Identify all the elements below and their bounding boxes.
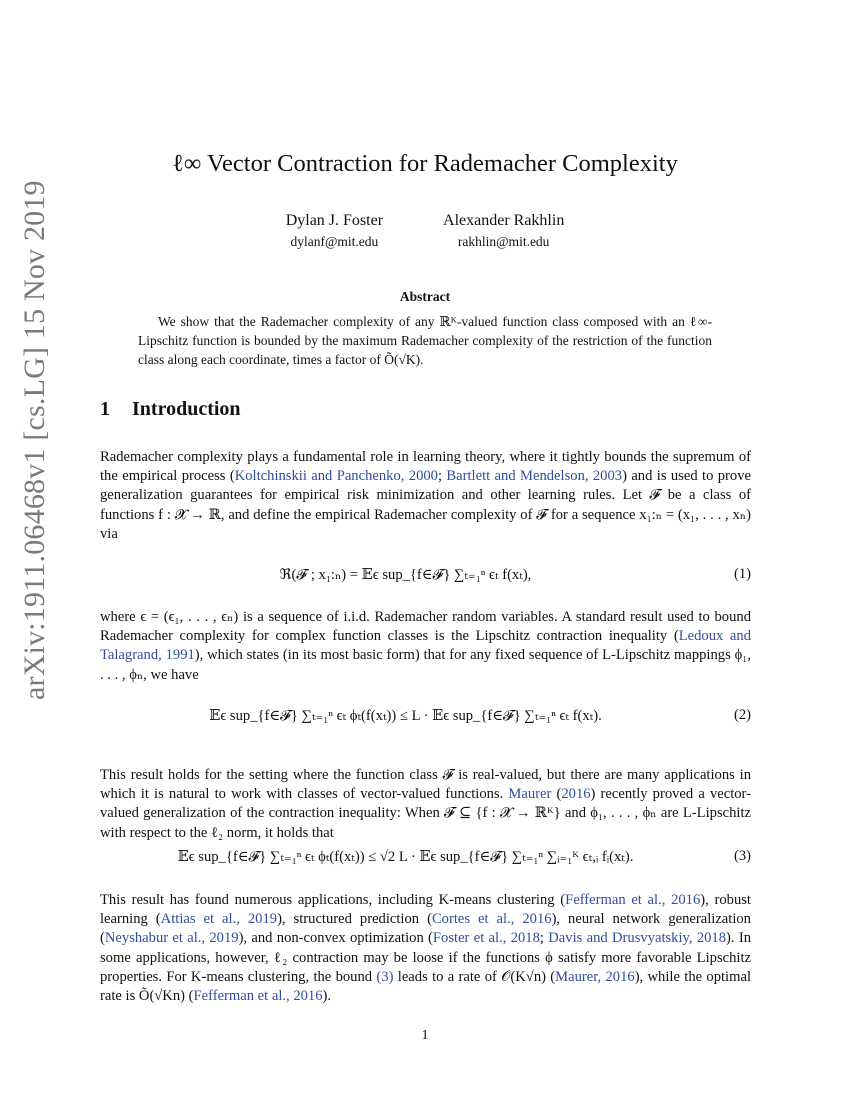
citation-link[interactable]: Foster et al., 2018 [432,930,540,947]
section-title: Introduction [132,398,241,420]
text-run: This result holds for the setting where the function class 𝓕 is real-valued, but there are many applications in which it is natural to work with classes of vector-valued functions. [100,767,751,803]
equation-1 [100,556,751,596]
text-run: ). In some applications, however, ℓ₂ contraction may be loose if the functions ϕ satisfy more favorable Lipschitz properties. For K-means clustering, the bound [100,930,752,985]
citation-link[interactable]: Ledoux and Talagrand, 1991 [100,628,751,664]
text-run: ), which states (in its most basic form) that for any fixed sequence of L-Lipschitz mappings ϕ₁, . . . , ϕₙ, we have [100,647,751,683]
text-run: where ϵ = (ϵ₁, . . . , ϵₙ) is a sequence of i.i.d. Rademacher random variables. A standard result used to bound Rademacher complexity for complex function classes is the Lipschitz contraction inequality ( [100,609,751,645]
author-block [100,210,750,252]
text-run: ). [322,988,332,1005]
equation-number: (3) [733,848,751,864]
equation-body: 𝔼ϵ sup_{f∈𝓕} ∑ₜ₌₁ⁿ ϵₜ ϕₜ(f(xₜ)) ≤ L · 𝔼ϵ sup_{f∈𝓕} ∑ₜ₌₁ⁿ ϵₜ f(xₜ). [209,708,602,724]
author-name: Dylan J. Foster [285,212,384,229]
paper-title: ℓ∞ Vector Contraction for Rademacher Complexity [172,150,678,177]
citation-link[interactable]: Maurer [508,786,552,803]
text-run: This result has found numerous applications, including K-means clustering ( [100,892,566,908]
citation-link[interactable]: Fefferman et al., 2016 [193,988,323,1005]
author-email: dylanf@mit.edu [290,234,379,249]
section-number: 1 [100,398,110,420]
citation-link[interactable]: Bartlett and Mendelson, 2003 [446,468,623,485]
author-1 [286,210,383,252]
abstract-text: We show that the Rademacher complexity of any ℝᴷ-valued function class composed with an ℓ∞-Lipschitz function is bounded by the maximum Rademacher complexity of the restriction of the function class along each coordinate, times a factor of Õ(√K). [138,314,712,367]
equation-body: ℜ(𝓕 ; x₁:ₙ) = 𝔼ϵ sup_{f∈𝓕} ∑ₜ₌₁ⁿ ϵₜ f(xₜ), [279,567,532,583]
text-run: ; [437,468,447,485]
text-run: ), neural network generalization ( [100,911,751,947]
abstract-heading: Abstract [399,289,451,304]
equation-body: 𝔼ϵ sup_{f∈𝓕} ∑ₜ₌₁ⁿ ϵₜ ϕₜ(f(xₜ)) ≤ √2 L · 𝔼ϵ sup_{f∈𝓕} ∑ₜ₌₁ⁿ ∑ᵢ₌₁ᴷ ϵₜ,ᵢ fᵢ(xₜ). [177,849,634,865]
citation-link[interactable]: Cortes et al., 2016 [431,911,552,928]
arxiv-identifier: arXiv:1911.06468v1 [cs.LG] 15 Nov 2019 [18,180,51,700]
text-run: ) and is used to prove generalization guarantees for empirical risk minimization and other learning rules. Let 𝓕 be a class of functions f : 𝓧 → ℝ, and define the empirical Rademacher complexity of 𝓕 for a sequence x₁:ₙ = (x₁, . . . , xₙ) via [100,468,751,542]
equation-reference-link[interactable]: (3) [376,968,394,985]
text-run: leads to a rate of 𝒪(K√n) ( [393,968,556,985]
author-2 [443,210,564,252]
citation-link[interactable]: Davis and Drusvyatskiy, 2018 [548,930,727,947]
text-run: ), structured prediction ( [277,911,432,928]
text-run: ; [539,930,549,947]
text-run: ), while the optimal rate is Õ(√Kn) ( [100,968,752,1005]
citation-link[interactable]: Maurer, 2016 [555,968,635,985]
citation-link[interactable]: Fefferman et al., 2016 [565,892,701,908]
equation-3 [100,838,751,878]
text-run: ), and non-convex optimization ( [238,930,433,947]
paragraph-2 [100,608,751,685]
paragraph-3 [100,766,751,843]
equation-number: (2) [733,707,751,723]
citation-link[interactable]: Attias et al., 2019 [160,911,278,928]
paragraph-4 [100,891,751,1006]
author-name: Alexander Rakhlin [443,212,565,229]
author-email: rakhlin@mit.edu [457,234,550,249]
text-run: ) recently proved a vector-valued generalization of the contraction inequality: When 𝓕 ⊆ {f : 𝓧 → ℝᴷ} and ϕ₁, . . . , ϕₙ are L-Lipschitz with respect to the ℓ₂ norm, it holds that [100,786,751,841]
equation-2 [100,697,751,737]
text-run: ( [551,786,562,803]
text-run: ), robust learning ( [100,892,751,928]
text-run: Rademacher complexity plays a fundamental role in learning theory, where it tightly bounds the supremum of the empirical process ( [100,449,751,485]
section-heading [100,398,241,421]
citation-link[interactable]: Koltchinskii and Panchenko, 2000 [234,468,438,485]
citation-link[interactable]: 2016 [561,786,591,803]
paragraph-1 [100,448,751,544]
citation-link[interactable]: Neyshabur et al., 2019 [104,930,239,947]
page-number: 1 [421,1028,429,1043]
equation-number: (1) [733,566,751,582]
